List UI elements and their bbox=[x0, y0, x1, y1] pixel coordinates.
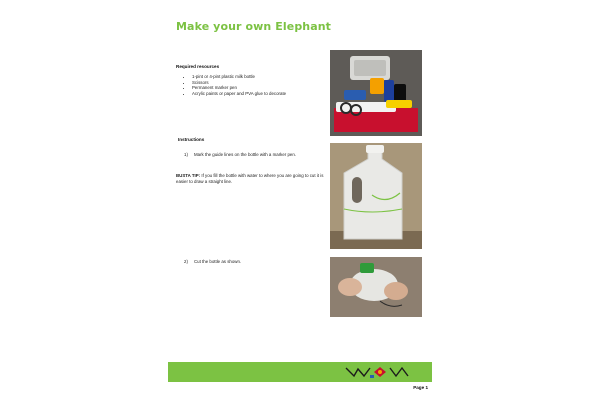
cut-bottle-illustration bbox=[330, 257, 422, 317]
craft-supplies-photo bbox=[330, 50, 422, 136]
step-text: Mark the guide lines on the bottle with a marker pen. bbox=[194, 152, 297, 157]
resources-heading: Required resources bbox=[176, 64, 220, 69]
list-item: • Permanent marker pen bbox=[192, 85, 286, 91]
resources-list bbox=[184, 74, 286, 97]
cut-bottle-photo bbox=[330, 257, 422, 317]
document-page bbox=[168, 10, 432, 395]
milk-bottle-photo bbox=[330, 143, 422, 249]
milk-bottle-illustration bbox=[330, 143, 422, 249]
tip-paragraph bbox=[176, 173, 326, 184]
step-text: Cut the bottle as shown. bbox=[194, 259, 242, 264]
logo-icon bbox=[344, 365, 410, 379]
list-item: • 1-pint or 4-pint plastic milk bottle bbox=[192, 74, 286, 80]
tip-text: If you fill the bottle with water to where you are going to cut it is easier to draw a straight line. bbox=[176, 173, 324, 184]
list-item: • Acrylic paints or paper and PVA glue to decorate bbox=[192, 91, 286, 97]
craft-supplies-illustration bbox=[330, 50, 422, 136]
brand-logo bbox=[344, 365, 410, 379]
footer-bar bbox=[168, 362, 432, 382]
page-number: Page 1 bbox=[413, 385, 428, 390]
instructions-heading: Instructions bbox=[178, 137, 205, 142]
step-number: 1) bbox=[184, 152, 188, 157]
tip-label: BUSTA TIP: bbox=[176, 173, 201, 178]
document-title: Make your own Elephant bbox=[176, 20, 332, 33]
list-item: • Scissors bbox=[192, 80, 286, 86]
step-number: 2) bbox=[184, 259, 188, 264]
